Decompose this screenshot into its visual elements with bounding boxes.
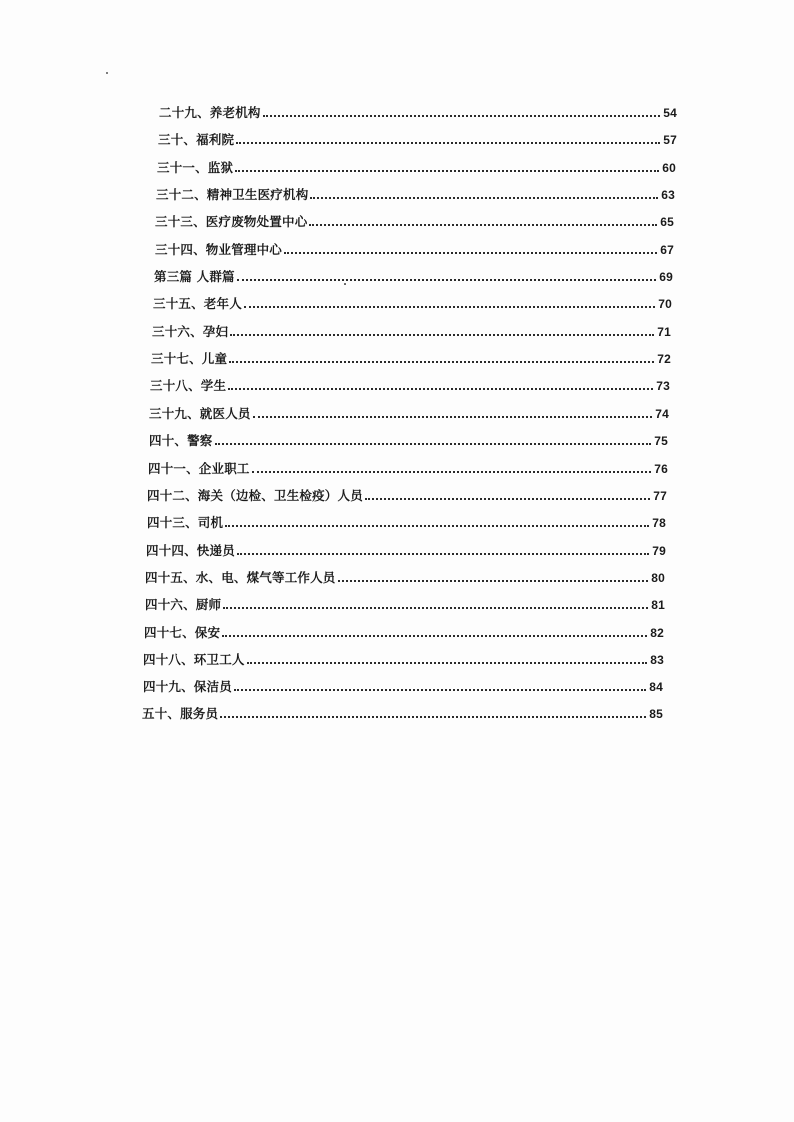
- toc-page-number: 84: [649, 680, 663, 694]
- toc-entry[interactable]: [142, 703, 663, 721]
- toc-entry[interactable]: [143, 676, 663, 694]
- toc-entry[interactable]: [147, 512, 666, 530]
- toc-entry[interactable]: [145, 594, 665, 612]
- toc-dot-leader: [247, 662, 648, 664]
- toc-entry[interactable]: [154, 266, 673, 284]
- toc-dot-leader: [234, 689, 646, 691]
- toc-dot-leader: [263, 115, 661, 117]
- toc-page-number: 54: [663, 106, 677, 120]
- toc-entry-label: 第三篇 人群篇: [154, 269, 235, 284]
- toc-page-number: 69: [659, 270, 673, 284]
- toc-entry-label: 二十九、养老机构: [159, 105, 261, 120]
- toc-entry[interactable]: [155, 211, 674, 229]
- toc-page-number: 60: [662, 161, 676, 175]
- toc-page-number: 85: [649, 707, 663, 721]
- toc-entry[interactable]: [145, 567, 665, 585]
- toc-entry[interactable]: [144, 622, 664, 640]
- toc-entry[interactable]: [151, 348, 671, 366]
- toc-entry[interactable]: [150, 375, 670, 393]
- scan-speck: [106, 72, 108, 74]
- toc-entry-label: 四十一、企业职工: [148, 461, 250, 476]
- toc-entry-label: 四十五、水、电、煤气等工作人员: [145, 570, 336, 585]
- toc-dot-leader: [222, 635, 647, 637]
- toc-entry-label: 三十、福利院: [158, 132, 235, 147]
- toc-page-number: 83: [650, 653, 664, 667]
- toc-entry-label: 三十八、学生: [150, 378, 227, 393]
- toc-dot-leader: [215, 443, 652, 445]
- toc-page-number: 71: [657, 325, 671, 339]
- toc-entry[interactable]: [147, 485, 667, 503]
- toc-dot-leader: [284, 252, 657, 254]
- toc-entry-label: 三十六、孕妇: [152, 324, 229, 339]
- toc-page-number: 76: [654, 462, 668, 476]
- toc-entry[interactable]: [155, 239, 674, 257]
- toc-entry[interactable]: [156, 184, 675, 202]
- toc-entry[interactable]: [159, 102, 677, 120]
- toc-page-number: 73: [656, 379, 670, 393]
- toc-page-number: 77: [653, 489, 667, 503]
- toc-entry[interactable]: [146, 540, 666, 558]
- toc-dot-leader: [229, 361, 654, 363]
- toc-dot-leader: [244, 306, 655, 308]
- toc-page-number: 63: [661, 188, 675, 202]
- toc-entry-label: 四十四、快递员: [146, 543, 235, 558]
- toc-entry[interactable]: [158, 129, 677, 147]
- toc-entry-label: 三十二、精神卫生医疗机构: [156, 187, 309, 202]
- toc-entry-label: 三十一、监狱: [157, 160, 234, 175]
- toc-entry-label: 四十三、司机: [147, 515, 224, 530]
- toc-entry-label: 四十九、保洁员: [143, 679, 232, 694]
- toc-page-number: 74: [655, 407, 669, 421]
- toc-dot-leader: [228, 388, 653, 390]
- toc-dot-leader: [253, 416, 653, 418]
- toc-page-number: 67: [660, 243, 674, 257]
- toc-page-number: 79: [652, 544, 666, 558]
- toc-entry-label: 四十七、保安: [144, 625, 221, 640]
- toc-dot-leader: [230, 334, 654, 336]
- toc-dot-leader: [365, 498, 650, 500]
- toc-dot-leader: [237, 553, 649, 555]
- toc-dot-leader: [220, 716, 646, 718]
- toc-entry-label: 三十七、儿童: [151, 351, 228, 366]
- toc-dot-leader: [237, 279, 656, 281]
- toc-entry[interactable]: [148, 458, 668, 476]
- toc-dot-leader: [235, 170, 659, 172]
- toc-entry-label: 四十八、环卫工人: [143, 652, 245, 667]
- toc-dot-leader: [236, 142, 660, 144]
- toc-dot-leader: [338, 580, 649, 582]
- toc-entry[interactable]: [149, 403, 669, 421]
- toc-entry-label: 四十六、厨师: [145, 597, 222, 612]
- toc-entry-label: 三十三、医疗废物处置中心: [155, 214, 308, 229]
- toc-entry[interactable]: [153, 293, 672, 311]
- toc-page-number: 80: [651, 571, 665, 585]
- toc-dot-leader: [225, 525, 649, 527]
- toc-entry-label: 五十、服务员: [142, 706, 219, 721]
- toc-page-number: 75: [654, 434, 668, 448]
- toc-entry[interactable]: [152, 321, 671, 339]
- toc-entry-label: 三十四、物业管理中心: [155, 242, 283, 257]
- toc-dot-leader: [309, 224, 657, 226]
- toc-entry[interactable]: [143, 649, 664, 667]
- toc-entry[interactable]: [149, 430, 668, 448]
- toc-dot-leader: [223, 607, 648, 609]
- toc-entry[interactable]: [157, 157, 676, 175]
- toc-dot-leader: [252, 471, 652, 473]
- toc-entry-label: 三十五、老年人: [153, 296, 242, 311]
- toc-page-number: 82: [650, 626, 664, 640]
- toc-dot-leader: [310, 197, 658, 199]
- toc-entry-label: 三十九、就医人员: [149, 406, 251, 421]
- toc-page-number: 81: [651, 598, 665, 612]
- toc-page-number: 57: [663, 133, 677, 147]
- toc-page-number: 72: [657, 352, 671, 366]
- toc-page-number: 78: [652, 516, 666, 530]
- toc-entry-label: 四十二、海关（边检、卫生检疫）人员: [147, 488, 363, 503]
- toc-entry-label: 四十、警察: [149, 433, 213, 448]
- toc-page-number: 70: [658, 297, 672, 311]
- toc-page-number: 65: [660, 215, 674, 229]
